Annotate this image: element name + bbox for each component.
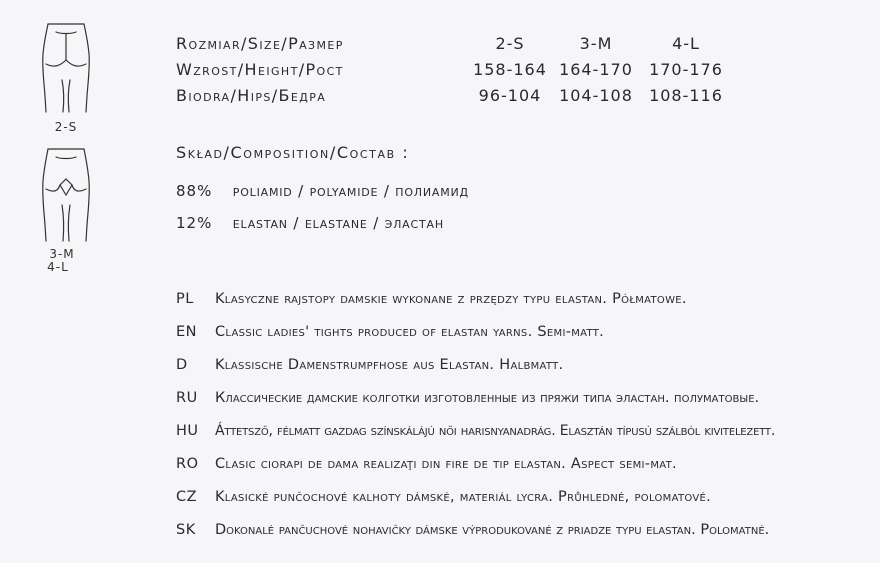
- composition-percent: 88%: [176, 182, 213, 200]
- description-text: Klasyczne rajstopy damskie wykonane z przędzy typu elastan. Półmatowe.: [215, 291, 687, 307]
- composition-material: poliamid / polyamide / полиамид: [232, 182, 469, 200]
- size-row-label: Rozmiar/Size/Размер: [176, 34, 344, 53]
- language-code: CZ: [176, 489, 198, 505]
- tights-outline-icon: [34, 20, 98, 120]
- size-row-label: Biodra/Hips/Бедра: [176, 86, 327, 105]
- composition-item: [176, 182, 469, 200]
- description-text: Классические дамские колготки изготовленные из пряжи типа эластан. полуматовые.: [215, 390, 760, 406]
- language-code: D: [176, 357, 188, 373]
- language-code: PL: [176, 291, 194, 307]
- tights-figure-small: [34, 20, 98, 120]
- height-value: 164-170: [559, 60, 633, 79]
- description-text: Classic ladies' tights produced of elastan yarns. Semi-matt.: [215, 324, 605, 340]
- description-text: Clasic ciorapi de dama realizaţi din fire de tip elastan. Aspect semi-mat.: [215, 456, 677, 472]
- composition-percent: 12%: [176, 214, 213, 232]
- language-code: EN: [176, 324, 198, 340]
- language-code: RO: [176, 456, 199, 472]
- composition-item: [176, 214, 444, 232]
- hips-value: 108-116: [649, 86, 723, 105]
- language-code: SK: [176, 522, 196, 538]
- figure-label-small: 2-S: [54, 120, 78, 134]
- description-text: Dokonalé pančuchové nohavičky dámske výprodukované z priadze typu elastan. Polomatné.: [215, 522, 770, 538]
- size-value: 2-S: [495, 34, 525, 53]
- figure-label-large-line2: 4-L: [47, 260, 69, 274]
- language-code: RU: [176, 390, 198, 406]
- description-text: Áttetsző, félmatt gazdag színskálájú női harisnyanadrág. Elasztán típusú szálból kivitelezett.: [215, 423, 776, 439]
- description-text: Klasické punčochové kalhoty dámské, materiál lycra. Průhledné, polomatové.: [215, 489, 712, 505]
- height-value: 158-164: [473, 60, 547, 79]
- height-value: 170-176: [649, 60, 723, 79]
- size-value: 4-L: [672, 34, 700, 53]
- composition-material: elastan / elastane / эластан: [232, 214, 444, 232]
- composition-title: Skład/Composition/Состав :: [176, 143, 410, 162]
- tights-figure-large: [34, 145, 98, 245]
- size-row-label: Wzrost/Height/Рост: [176, 60, 344, 79]
- size-value: 3-M: [579, 34, 613, 53]
- language-code: HU: [176, 423, 199, 439]
- hips-value: 96-104: [478, 86, 542, 105]
- hips-value: 104-108: [559, 86, 633, 105]
- description-text: Klassische Damenstrumpfhose aus Elastan. Halbmatt.: [215, 357, 564, 373]
- figure-label-large-line1: 3-M: [49, 247, 75, 261]
- tights-outline-icon: [34, 145, 98, 245]
